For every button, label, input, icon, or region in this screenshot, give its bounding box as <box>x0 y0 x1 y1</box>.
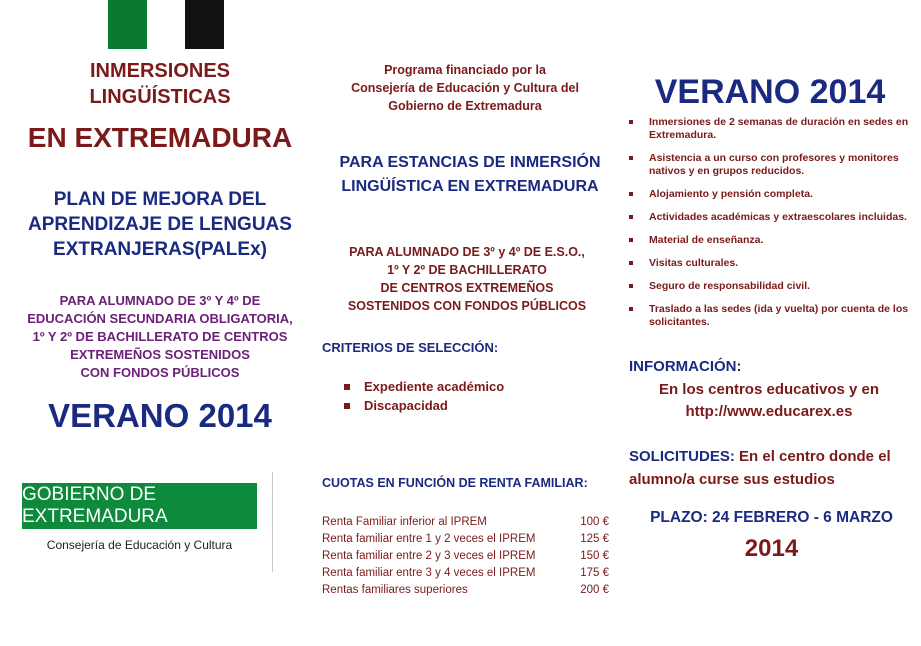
cuota-row <box>322 514 609 531</box>
audience-left-line: 1º Y 2º DE BACHILLERATO DE CENTROS <box>32 329 288 344</box>
cuota-amount: 150 € <box>580 550 609 562</box>
gobierno-logo-text: GOBIERNO DE EXTREMADURA <box>22 484 168 527</box>
cuota-label: Renta familiar entre 3 y 4 veces el IPREM <box>322 567 536 579</box>
criterio-item: Discapacidad <box>344 396 504 415</box>
verano-right: VERANO 2014 <box>654 73 886 111</box>
verano-left: VERANO 2014 <box>48 397 272 434</box>
cuota-row <box>322 565 609 582</box>
estancias-title <box>320 151 620 199</box>
cuota-amount: 100 € <box>580 516 609 528</box>
title-line-2: LINGÜÍSTICAS <box>89 86 231 108</box>
cuota-row <box>322 548 609 565</box>
audience-left-line: EXTREMEÑOS SOSTENIDOS <box>70 347 250 362</box>
cuota-label: Rentas familiares superiores <box>322 584 468 596</box>
feature-item: Material de enseñanza. <box>629 234 919 247</box>
audience-left-line: EDUCACIÓN SECUNDARIA OBLIGATORIA, <box>27 311 293 326</box>
criterio-item: Expediente académico <box>344 377 504 396</box>
audience-left <box>10 292 310 382</box>
programa-line: Consejería de Educación y Cultura del <box>351 81 579 95</box>
cuota-amount: 175 € <box>580 567 609 579</box>
cuotas-table <box>322 514 609 599</box>
plan-line-3: EXTRANJERAS(PALEx) <box>53 239 267 260</box>
solicitudes <box>629 445 919 491</box>
criterios-list <box>344 377 504 415</box>
features-list <box>629 116 919 339</box>
criterios-title: CRITERIOS DE SELECCIÓN: <box>322 340 499 355</box>
plazo-year: 2014 <box>744 535 799 562</box>
plazo: PLAZO: 24 FEBRERO - 6 MARZO <box>650 509 893 526</box>
feature-item: Alojamiento y pensión completa. <box>629 188 919 201</box>
audience-middle-line: PARA ALUMNADO DE 3º y 4º DE E.S.O., <box>349 245 585 259</box>
flag-green-stripe <box>108 0 147 49</box>
plan-title <box>20 187 300 262</box>
feature-item: Seguro de responsabilidad civil. <box>629 280 919 293</box>
feature-item: Inmersiones de 2 semanas de duración en sedes en Extremadura. <box>629 116 919 142</box>
logo-divider <box>272 472 273 572</box>
audience-middle-line: SOSTENIDOS CON FONDOS PÚBLICOS <box>347 299 587 313</box>
title-line-3: EN EXTREMADURA <box>27 122 293 153</box>
plan-line-1: PLAN DE MEJORA DEL <box>53 189 267 210</box>
programa-financiado <box>320 61 610 115</box>
feature-item: Visitas culturales. <box>629 257 919 270</box>
programa-line: Gobierno de Extremadura <box>388 99 542 113</box>
informacion-text <box>629 379 909 423</box>
cuota-label: Renta Familiar inferior al IPREM <box>322 516 487 528</box>
audience-middle-line: 1º Y 2º DE BACHILLERATO <box>387 263 547 277</box>
informacion-line: En los centros educativos y en <box>658 381 880 398</box>
audience-middle <box>322 243 612 315</box>
informacion-title: INFORMACIÓN: <box>629 358 742 375</box>
main-title-top <box>20 58 300 110</box>
consejeria-logo-text: Consejería de Educación y Cultura <box>46 538 233 552</box>
solicitudes-label: SOLICITUDES: <box>629 448 735 465</box>
flag-black-stripe <box>185 0 224 49</box>
educarex-link[interactable]: http://www.educarex.es <box>685 403 853 420</box>
cuota-label: Renta familiar entre 2 y 3 veces el IPREM <box>322 550 536 562</box>
cuotas-title: CUOTAS EN FUNCIÓN DE RENTA FAMILIAR: <box>322 476 588 490</box>
cuota-label: Renta familiar entre 1 y 2 veces el IPREM <box>322 533 536 545</box>
cuota-amount: 125 € <box>580 533 609 545</box>
estancias-line: LINGÜÍSTICA EN EXTREMADURA <box>341 178 599 195</box>
programa-line: Programa financiado por la <box>384 63 546 77</box>
feature-item: Asistencia a un curso con profesores y monitores nativos y en grupos reducidos. <box>629 152 919 178</box>
cuota-amount: 200 € <box>580 584 609 596</box>
feature-item: Traslado a las sedes (ida y vuelta) por cuenta de los solicitantes. <box>629 303 919 329</box>
cuota-row <box>322 531 609 548</box>
solicitudes-text: En el centro donde el alumno/a curse sus estudios <box>629 448 891 488</box>
cuota-row <box>322 582 609 599</box>
audience-left-line: PARA ALUMNADO DE 3º Y 4º DE <box>59 293 261 308</box>
plan-line-2: APRENDIZAJE DE LENGUAS <box>28 214 292 235</box>
estancias-line: PARA ESTANCIAS DE INMERSIÓN <box>339 154 601 171</box>
gobierno-logo <box>22 483 257 529</box>
feature-item: Actividades académicas y extraescolares incluidas. <box>629 211 919 224</box>
audience-left-line: CON FONDOS PÚBLICOS <box>80 365 240 380</box>
title-line-1: INMERSIONES <box>89 60 231 82</box>
audience-middle-line: DE CENTROS EXTREMEÑOS <box>380 281 554 295</box>
